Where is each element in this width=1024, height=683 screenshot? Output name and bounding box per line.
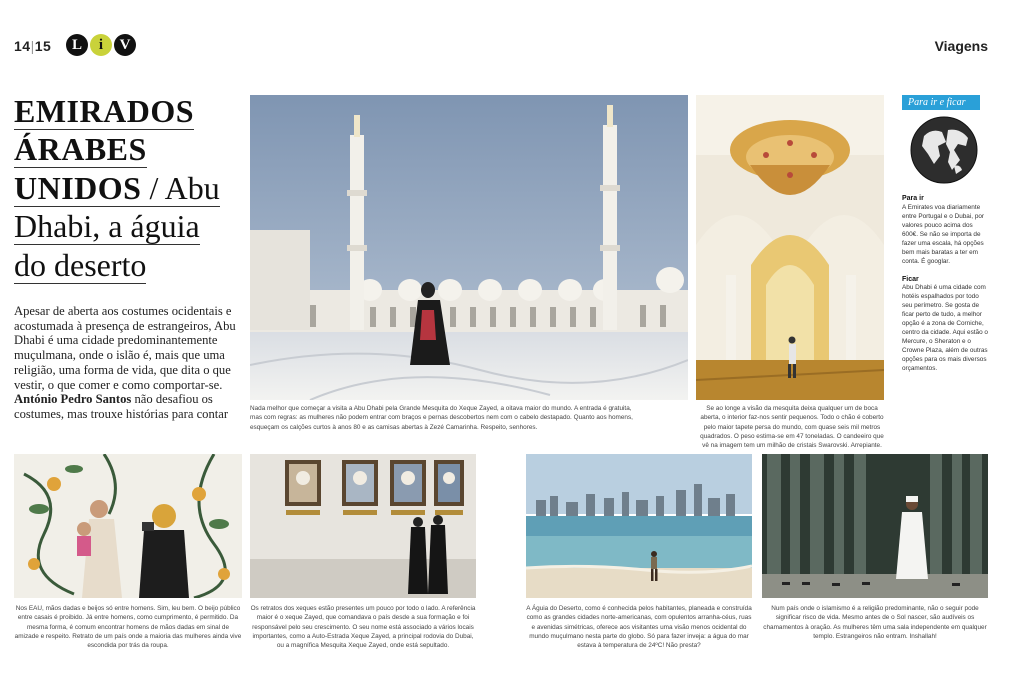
intro-author: António Pedro Santos bbox=[14, 392, 132, 407]
section-title: Viagens bbox=[934, 38, 988, 54]
caption-mosque-interior: Se ao longe a visão da mesquita deixa qualquer um de boca aberta, o interior faz-nos sentir pequenos. Todo o chão é coberto pelo maior tapete persa do mundo, com quase seis mil metros quadrados. O peso estima-se em 47 toneladas. O candeeiro que vê na imagem tem um milhão de cristais Swarovski. Arrepiante. bbox=[700, 405, 884, 450]
intro-text-after: não desafiou os costumes, mas trouxe histórias para contar bbox=[14, 392, 229, 422]
logo-letter-v: V bbox=[114, 34, 136, 56]
caption-beach: A Águia do Deserto, como é conhecida pelos habitantes, planeada e construída como as grandes cidades norte-americanas, com opulentos arranha-céus, ruas e avenidas simétricas, oferece aos visitantes uma visão menos ocidental do mundo muçulmano nesta parte do globo. Só para fazer inveja: a água do mar estava à temperatura de 24ºC! Não presta? bbox=[526, 605, 752, 650]
caption-mother-child: Nos EAU, mãos dadas e beijos só entre homens. Sim, leu bem. O beijo público entre casais é proibido. Já entre homens, como cumprimento, é permitido. Da mesma forma, é comum encontrar homens de mãos dadas em sinal de amizade e respeito. Retrato de um país onde a maioria das mulheres ainda vive escondida por trás da roupa. bbox=[14, 605, 242, 650]
logo-letter-i: i bbox=[90, 34, 112, 56]
headline-line-2: ÁRABES bbox=[14, 131, 147, 168]
caption-mosque-courtyard: Nada melhor que começar a visita a Abu Dhabi pela Grande Mesquita do Xeque Zayed, a oitava maior do mundo. A entrada é gratuita, mas com regras: as mulheres não podem entrar com braços e pernas descobertos nem com o cabelo destapado. Quanto aos homens, esqueçam os calções curtos à anos 80 e as camisas abertas à Zezé Camarinha. Respeito, senhores. bbox=[250, 405, 633, 431]
globe-icon bbox=[910, 116, 978, 184]
sidebar-tag: Para ir e ficar bbox=[902, 95, 980, 110]
caption-portraits: Os retratos dos xeques estão presentes um pouco por todo o lado. A referência maior é o xeque Zayed, que comandava o país desde a sua formação e foi responsável pelo seu crescimento. O seu nome está associado a vários locais importantes, como a Auto-Estrada Xeque Zayed, a principal rodovia do Dubai, ou a magnífica Mesquita Xeque Zayed, onde está sepultado. bbox=[250, 605, 476, 650]
ablution-photo bbox=[762, 454, 988, 598]
headline-line-3-rest: / Abu bbox=[141, 169, 220, 206]
magazine-logo bbox=[66, 34, 136, 56]
portraits-photo bbox=[250, 454, 476, 598]
page-number-separator: | bbox=[30, 38, 35, 54]
headline-line-1: EMIRADOS bbox=[14, 93, 195, 129]
page-number-right: 15 bbox=[34, 38, 52, 54]
article-intro bbox=[14, 304, 242, 422]
logo-letter-l: L bbox=[66, 34, 88, 56]
page-number-left: 14 bbox=[14, 38, 31, 54]
page-numbers bbox=[14, 38, 51, 54]
headline-line-4: Dhabi, a águia bbox=[14, 208, 200, 245]
beach-photo bbox=[526, 454, 752, 598]
sidebar-info bbox=[902, 194, 990, 382]
article-headline bbox=[14, 92, 239, 284]
mosque-interior-photo bbox=[696, 95, 884, 400]
intro-text-before: Apesar de aberta aos costumes ocidentais e acostumada à presença de estrangeiros, Abu Dhabi é uma cidade predominantemente muçulmana, onde o islão é, mais que uma religião, uma forma de vida, que dita o que vestir, o que comer e como comportar-se. bbox=[14, 304, 236, 392]
mosque-courtyard-photo bbox=[250, 95, 688, 400]
sidebar-go-title: Para ir bbox=[902, 195, 924, 202]
mother-child-photo bbox=[14, 454, 242, 598]
sidebar-go-text: A Emirates voa diariamente entre Portugal e o Dubai, por valores pouco acima dos 600€. Se não se importa de fazer uma escala, há opções bem mais baratas a ter em conta. É googlar. bbox=[902, 203, 985, 265]
caption-ablution: Num país onde o islamismo é a religião predominante, não o seguir pode significar risco de vida. Mesmo antes de o Sol nascer, são audíveis os chamamentos à oração. As mulheres têm uma sala independente em qualquer templo. Estrangeiros não entram. Inshallah! bbox=[763, 605, 987, 640]
sidebar-stay-text: Abu Dhabi é uma cidade com hotéis espalhados por todo seu perímetro. Se gosta de ficar perto de tudo, a melhor opção é a zona de Corniche, centro da cidade. Aqui estão o Mercure, o Sheraton e o Crowne Plaza, além de outras opções para os mais diversos orçamentos. bbox=[902, 284, 988, 373]
headline-line-3: UNIDOS bbox=[14, 169, 142, 206]
sidebar-stay-title: Ficar bbox=[902, 275, 919, 283]
headline-line-5: do deserto bbox=[14, 246, 147, 283]
